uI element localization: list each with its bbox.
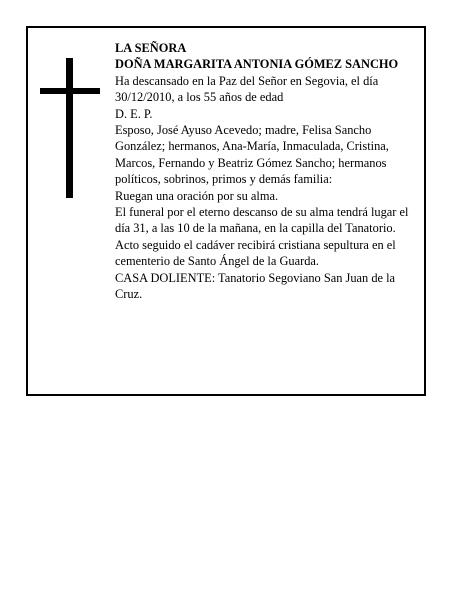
dep-text: D. E. P.: [115, 106, 153, 121]
deceased-name: DOÑA MARGARITA ANTONIA GÓMEZ SANCHO: [115, 57, 399, 72]
announcement-text: Ha descansado en la Paz del Señor en Segovia, el día 30/12/2010, a los 55 años de edad: [115, 73, 379, 105]
family-text: Esposo, José Ayuso Acevedo; madre, Felisa Sancho González; hermanos, Ana-María, Inmaculada, Cristina, Marcos, Fernando y Beatriz Gómez Sancho; hermanos políticos, sobrinos, primos y demás familia:: [115, 123, 389, 187]
notice-body: [115, 40, 420, 303]
notice-heading: LA SEÑORA: [115, 41, 187, 55]
cross-icon: [40, 58, 100, 198]
obituary-notice: [26, 26, 426, 396]
cross-horizontal-bar: [40, 88, 100, 94]
cross-vertical-bar: [66, 58, 73, 198]
funeral-text: El funeral por el eterno descanso de su alma tendrá lugar el día 31, a las 10 de la mañana, en la capilla del Tanatorio. Acto seguido el cadáver recibirá cristiana sepultura en el cementerio de Santo Ángel de la Guarda.: [115, 205, 409, 269]
prayer-request-text: Ruegan una oración por su alma.: [115, 188, 279, 203]
mourning-house-text: CASA DOLIENTE: Tanatorio Segoviano San Juan de la Cruz.: [115, 270, 396, 302]
